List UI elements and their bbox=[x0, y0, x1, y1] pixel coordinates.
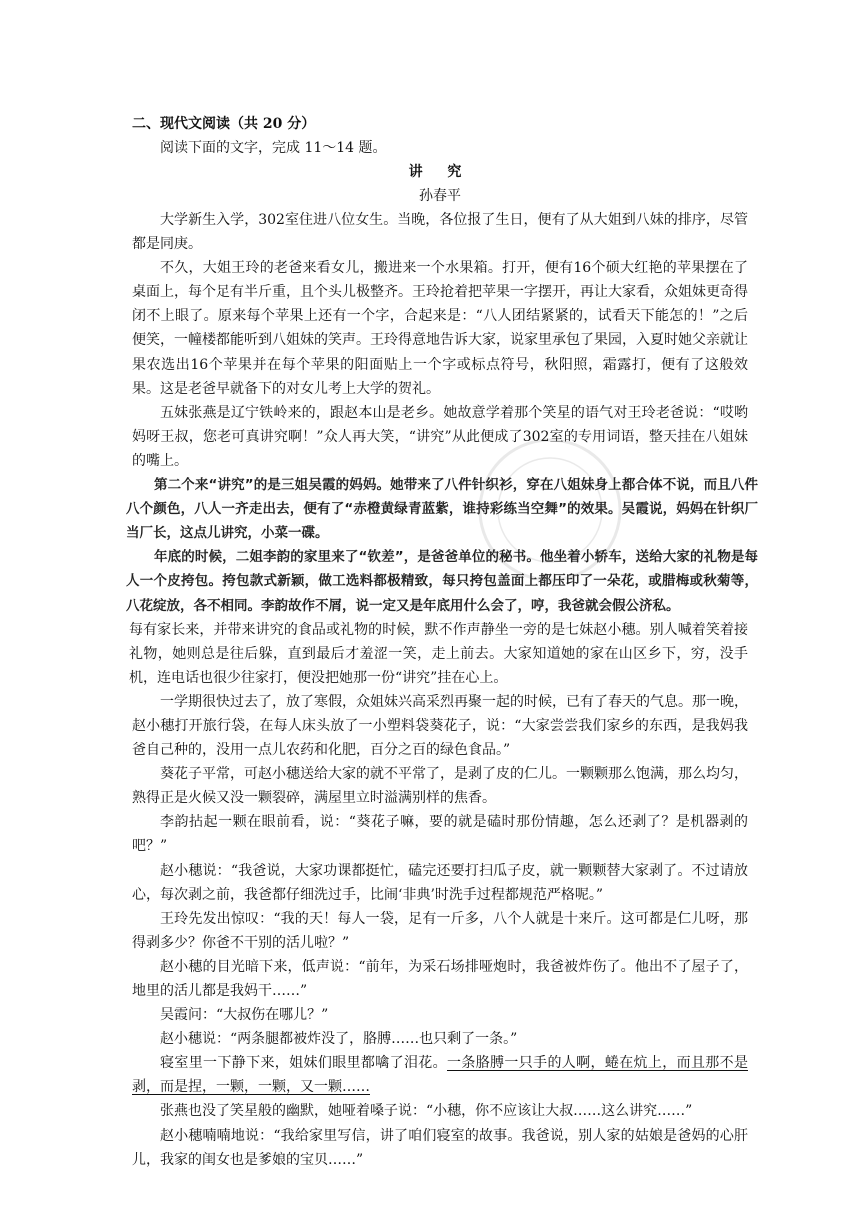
reading-section bbox=[126, 112, 758, 1172]
paragraph-6: 每有家长来，并带来讲究的食品或礼物的时候，默不作声静坐一旁的是七妹赵小穗。别人喊着笑着接礼物，她则总是往后躲，直到最后才羞涩一笑，走上前去。大家知道她的家在山区乡下，穷，没手机，连电话也很少往家打，便没把她那一份“讲究”挂在心上。 bbox=[129, 621, 748, 686]
paragraph-8: 葵花子平常，可赵小穗送给大家的就不平常了，是剥了皮的仁儿。一颗颗那么饱满，那么均匀，熟得正是火候又没一颗裂碎，满屋里立时溢满别样的焦香。 bbox=[132, 766, 748, 807]
paragraph-15-underlined-text: 一条胳膊一只手的人啊，蜷在炕上，而且那不是剥，而是捏，一颗，一颗，又一颗…… bbox=[132, 1055, 748, 1096]
paragraph-1: 大学新生入学，302室住进八位女生。当晚，各位报了生日，便有了从大姐到八妹的排序，尽管都是同庚。 bbox=[132, 212, 748, 253]
paragraph-10: 赵小穗说：“我爸说，大家功课都挺忙，磕完还要打扫瓜子皮，就一颗颗替大家剥了。不过请放心，每次剥之前，我爸都仔细洗过手，比闹‘非典’时洗手过程都规范严格呢。” bbox=[132, 862, 748, 903]
paragraph-14: 赵小穗说：“两条腿都被炸没了，胳膊……也只剩了一条。” bbox=[160, 1031, 518, 1048]
paragraph-15-underlined bbox=[132, 1051, 748, 1099]
section-title: 二、现代文阅读（共 20 分） bbox=[132, 116, 316, 132]
paragraph-2: 不久，大姐王玲的老爸来看女儿，搬进来一个水果箱。打开，便有16个硕大红艳的苹果摆在了桌面上，每个足有半斤重，且个头儿极整齐。王玲抢着把苹果一字摆开，再让大家看，众姐妹更奇得闭不上眼了。原来每个苹果上还有一个字，合起来是：“八人团结紧紧的，试看天下能怎的！”之后便笑，一幢楼都能听到八姐妹的笑声。王玲得意地告诉大家，说家里承包了果园，入夏时她父亲就让果农选出16个苹果并在每个苹果的阳面贴上一个字或标点符号，秋阳照，霜露打，便有了这般效果。这是老爸早就备下的对女儿考上大学的贺礼。 bbox=[132, 260, 748, 397]
article-author: 孙春平 bbox=[419, 188, 461, 204]
article-title: 讲 究 bbox=[408, 164, 472, 180]
paragraph-4: 第二个来“讲究”的是三姐吴霞的妈妈。她带来了八件针织衫，穿在八姐妹身上都合体不说，而且八件八个颜色，八人一齐走出去，便有了“赤橙黄绿青蓝紫，谁持彩练当空舞”的效果。吴霞说，妈妈在针织厂当厂长，这点儿讲究，小菜一碟。 bbox=[126, 477, 758, 542]
paragraph-3: 五妹张燕是辽宁铁岭来的，跟赵本山是老乡。她故意学着那个笑星的语气对王玲老爸说：“哎哟妈呀王叔，您老可真讲究啊！”众人再大笑，“讲究”从此便成了302室的专用词语，整天挂在八姐妹的嘴上。 bbox=[132, 404, 748, 469]
paragraph-15-lead: 寝室里一下静下来，姐妹们眼里都噙了泪花。 bbox=[160, 1055, 447, 1072]
paragraph-9: 李韵拈起一颗在眼前看，说：“葵花子嘛，要的就是磕时那份情趣，怎么还剥了？是机器剥的吧？” bbox=[132, 814, 748, 855]
section-instruction: 阅读下面的文字，完成 11～14 题。 bbox=[160, 140, 387, 156]
paragraph-12: 赵小穗的目光暗下来，低声说：“前年，为采石场排哑炮时，我爸被炸伤了。他出不了屋子了，地里的活儿都是我妈干……” bbox=[132, 958, 748, 999]
paragraph-17: 赵小穗喃喃地说：“我给家里写信，讲了咱们寝室的故事。我爸说，别人家的姑娘是爸妈的心肝儿，我家的闺女也是爹娘的宝贝……” bbox=[132, 1127, 748, 1168]
paragraph-7: 一学期很快过去了，放了寒假，众姐妹兴高采烈再聚一起的时候，已有了春天的气息。那一晚，赵小穗打开旅行袋，在每人床头放了一小塑料袋葵花子，说：“大家尝尝我们家乡的东西，是我妈我爸自己种的，没用一点儿农药和化肥，百分之百的绿色食品。” bbox=[132, 693, 748, 759]
paragraph-5: 年底的时候，二姐李韵的家里来了“钦差”，是爸爸单位的秘书。他坐着小轿车，送给大家的礼物是每人一个皮挎包。挎包款式新颖，做工选料都极精致，每只挎包盖面上都压印了一朵花，或腊梅或秋菊等，八花绽放，各不相同。李韵故作不屑，说一定又是年底用什么会了，哼，我爸就会假公济私。 bbox=[126, 549, 758, 614]
paragraph-13: 吴霞问：“大叔伤在哪儿？” bbox=[160, 1007, 329, 1024]
paragraph-16: 张燕也没了笑星般的幽默，她哑着嗓子说：“小穗，你不应该让大叔……这么讲究……” bbox=[160, 1103, 693, 1120]
paragraph-11: 王玲先发出惊叹：“我的天！每人一袋，足有一斤多，八个人就是十来斤。这可都是仁儿呀，那得剥多少？你爸不干别的活儿啦？” bbox=[132, 910, 748, 951]
